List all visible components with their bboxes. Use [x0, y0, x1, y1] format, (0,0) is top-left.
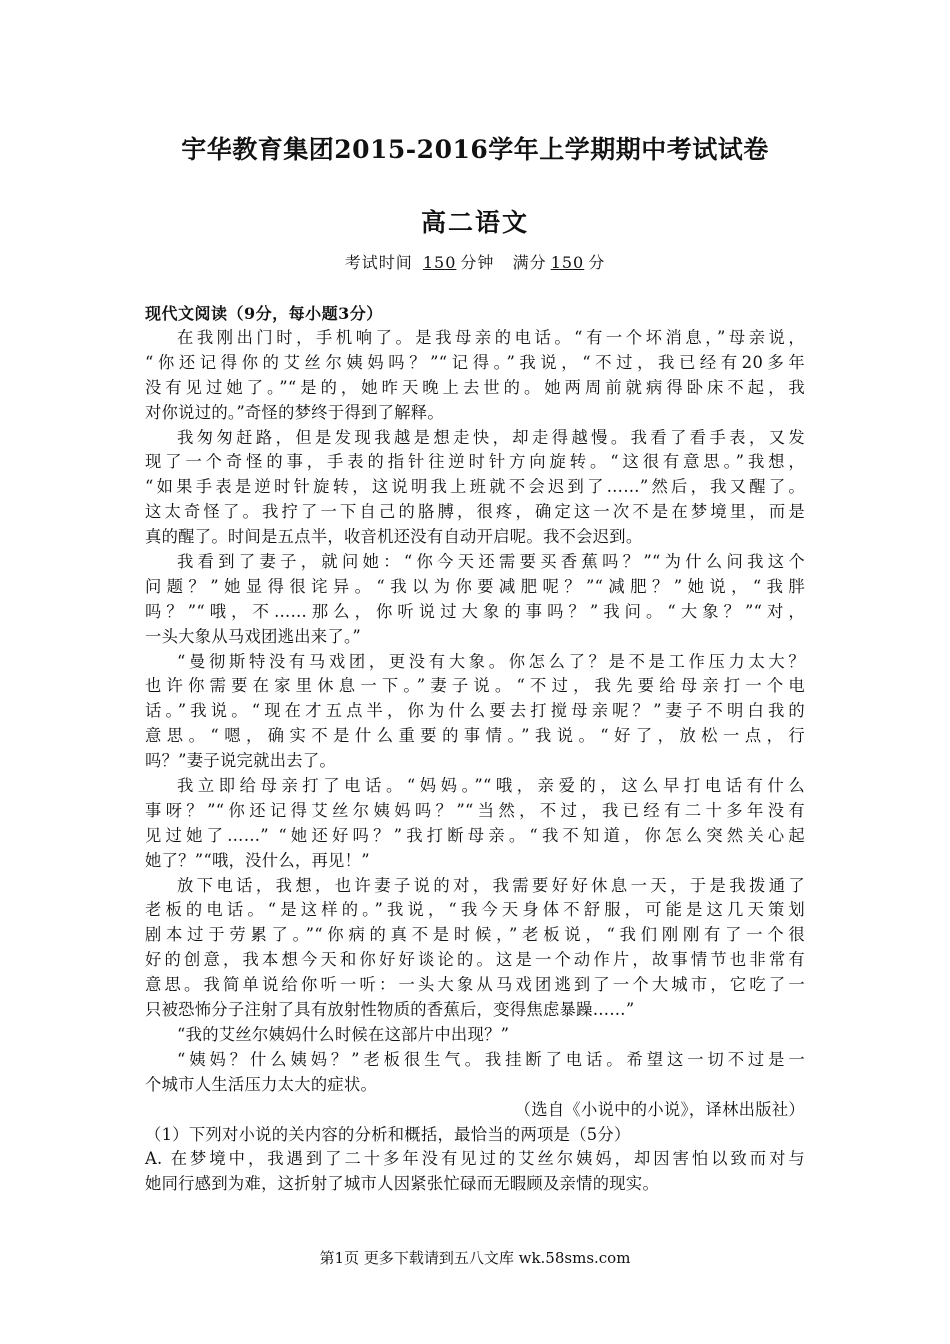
- text-line: 意思。我简单说给你听一听：一头大象从马戏团逃到了一个大城市，它吃了一: [145, 975, 805, 995]
- source-citation: （选自《小说中的小说》，译林出版社）: [514, 1099, 805, 1119]
- text-line: 在我刚出门时，手机响了。是我母亲的电话。“有一个坏消息，”母亲说，: [177, 328, 805, 347]
- text-line: 见过她了……” “她还好吗？”我打断母亲。“我不知道，你怎么突然关心起: [145, 825, 805, 845]
- time-unit: 分钟: [460, 253, 495, 272]
- text-line: 问题？”她显得很诧异。“我以为你要减肥呢？”“减肥？”她说，“我胖: [145, 576, 805, 596]
- passage-body: [145, 326, 805, 1197]
- text-line: 现了一个奇怪的事，手表的指针往逆时针方向旋转。“这很有意思。”我想，: [145, 452, 805, 472]
- text-line: 放下电话，我想，也许妻子说的对，我需要好好休息一天，于是我拨通了: [177, 875, 805, 895]
- text-line: 没有见过她了。”“是的，她昨天晚上去世的。她两周前就病得卧床不起，我: [145, 377, 805, 397]
- text-line: 我看到了妻子，就问她：“你今天还需要买香蕉吗？”“为什么问我这个: [177, 552, 805, 572]
- time-value: 150: [422, 253, 457, 272]
- subject-title: 高二语文: [420, 208, 529, 237]
- text-line: “你还记得你的艾丝尔姨妈吗？”“记得。”我说，“不过，我已经有20多年: [145, 352, 805, 372]
- text-line: 我匆匆赶路，但是发现我越是想走快，却走得越慢。我看了看手表，又发: [177, 427, 805, 447]
- text-line: 话。”我说。“现在才五点半，你为什么要去打搅母亲呢？”妻子不明白我的: [145, 701, 805, 721]
- text-line: “姨妈？什么姨妈？”老板很生气。我挂断了电话。希望这一切不过是一: [177, 1049, 805, 1069]
- exam-info: [0, 250, 950, 276]
- time-label: 考试时间: [344, 253, 413, 272]
- text-line: “曼彻斯特没有马戏团，更没有大象。你怎么了？是不是工作压力太大？: [177, 651, 805, 671]
- text-line: 真的醒了。时间是五点半，收音机还没有自动开启呢。我不会迟到。: [145, 527, 643, 547]
- text-line: 个城市人生活压力太大的症状。: [145, 1074, 378, 1094]
- text-line: 事呀？”“你还记得艾丝尔姨妈吗？”“当然，不过，我已经有二十多年没有: [145, 800, 805, 820]
- text-line: 老板的电话。“是这样的。”我说，“我今天身体不舒服，可能是这几天策划: [145, 900, 805, 920]
- text-line: “我的艾丝尔姨妈什么时候在这部片中出现？”: [177, 1024, 510, 1044]
- text-line: 她了？”“哦，没什么，再见！”: [145, 850, 370, 870]
- section-title: 现代文阅读（9分，每小题3分）: [145, 304, 383, 323]
- text-line: 意思。“嗯，确实不是什么重要的事情。”我说。“好了，放松一点，行: [145, 726, 805, 746]
- text-line: 一头大象从马戏团逃出来了。”: [145, 626, 362, 646]
- exam-title: 宇华教育集团2015-2016学年上学期期中考试试卷: [181, 135, 769, 164]
- text-line: 好的创意，我本想今天和你好好谈论的。这是一个动作片，故事情节也非常有: [145, 950, 805, 970]
- option-a-line: A. 在梦境中，我遇到了二十多年没有见过的艾丝尔姨妈，却因害怕以致而对与: [145, 1149, 805, 1169]
- text-line: 吗？”妻子说完就出去了。: [145, 751, 337, 771]
- text-line: 吗？”“哦，不……那么，你听说过大象的事吗？”我问。“大象？”“对，: [145, 601, 805, 621]
- score-unit: 分: [588, 253, 606, 272]
- option-a-line: 她同行感到为难，这折射了城市人因紧张忙碌而无暇顾及亲情的现实。: [145, 1174, 660, 1194]
- score-value: 150: [550, 253, 585, 272]
- text-line: 对你说过的。”奇怪的梦终于得到了解释。: [145, 402, 444, 422]
- question-stem: （1）下列对小说的关内容的分析和概括，最恰当的两项是（5分）: [145, 1124, 631, 1144]
- score-label: 满分: [512, 253, 547, 272]
- page-footer: 第1页 更多下载请到五八文库 wk.58sms.com: [319, 1249, 631, 1267]
- text-line: 也许你需要在家里休息一下。”妻子说。“不过，我先要给母亲打一个电: [145, 676, 805, 696]
- text-line: 剧本过于劳累了。”“你病的真不是时候，”老板说，“我们刚刚有了一个很: [145, 925, 805, 945]
- text-line: 我立即给母亲打了电话。“妈妈。”“哦，亲爱的，这么早打电话有什么: [177, 776, 805, 796]
- text-line: 只被恐怖分子注射了具有放射性物质的香蕉后，变得焦虑暴躁……”: [145, 1000, 635, 1020]
- text-line: “如果手表是逆时针旋转，这说明我上班就不会迟到了……”然后，我又醒了。: [145, 477, 805, 497]
- text-line: 这太奇怪了。我拧了一下自己的胳膊，很疼，确定这一次不是在梦境里，而是: [145, 502, 805, 522]
